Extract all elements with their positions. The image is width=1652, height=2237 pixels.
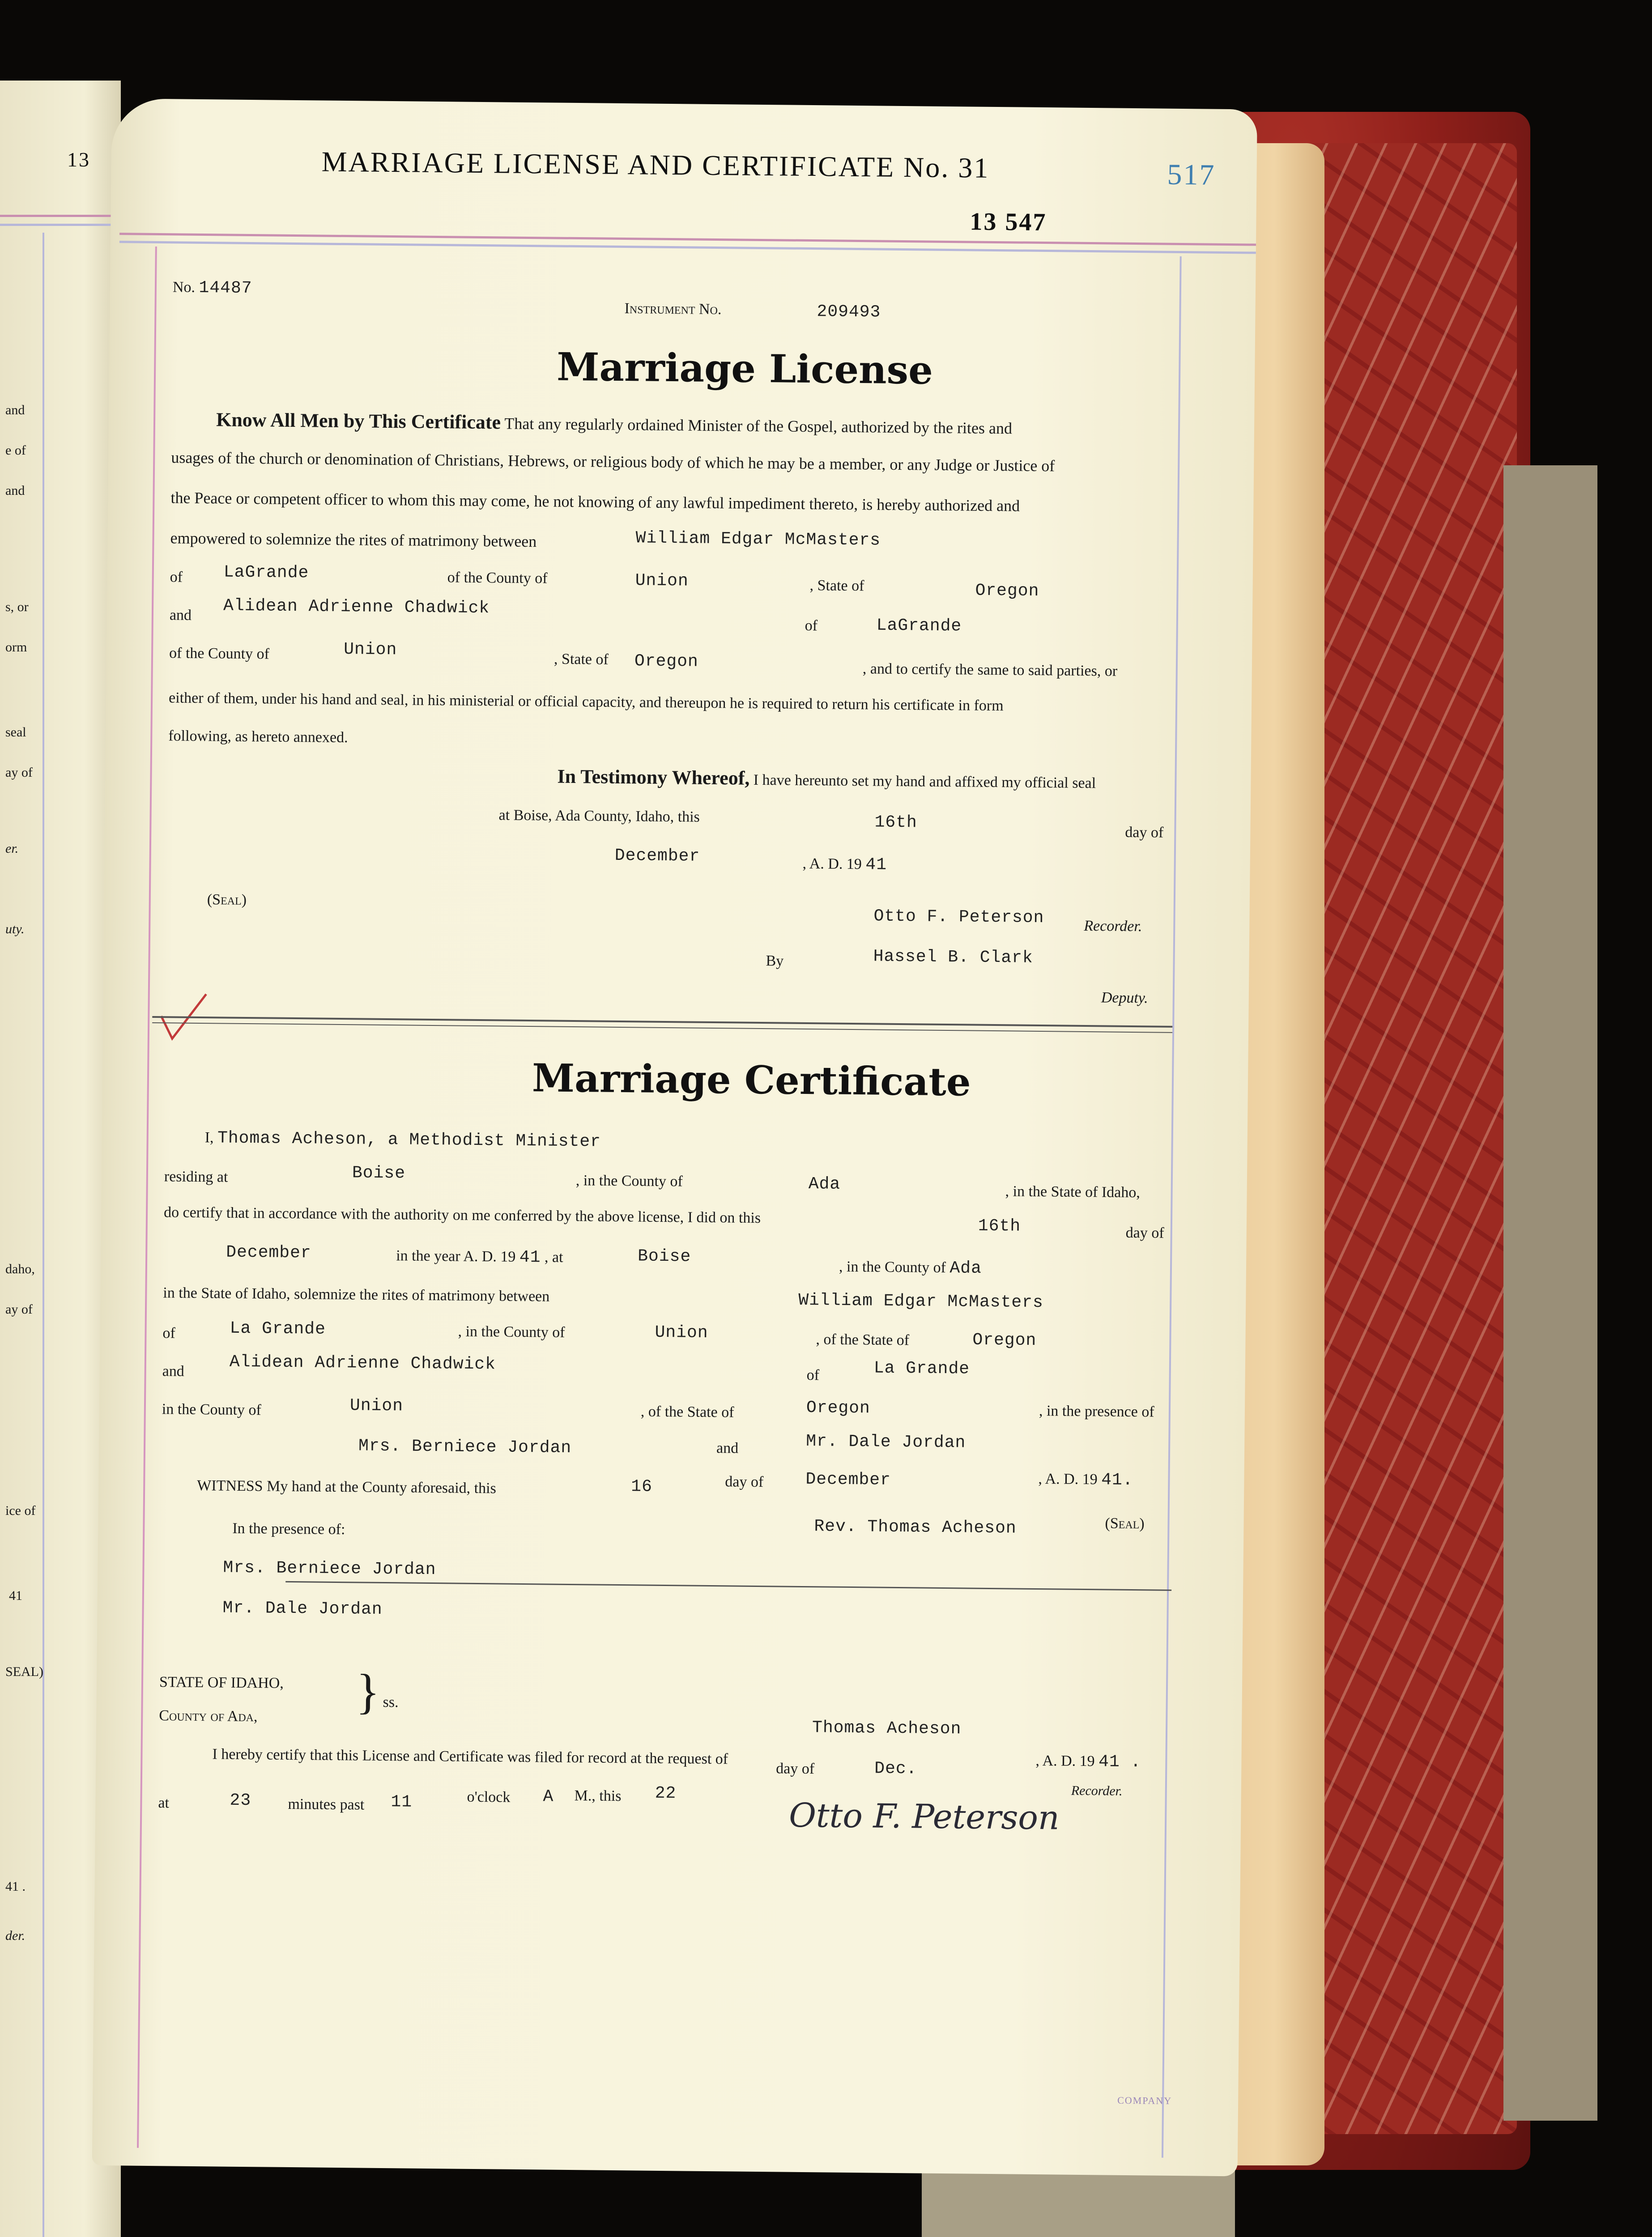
state-of-label: , of the State of: [816, 1331, 910, 1349]
certificate-month: December: [226, 1242, 311, 1263]
left-margin-fragment: ay of: [5, 765, 33, 780]
license-preamble-line: the Peace or competent officer to whom this may come, he not knowing of any lawful impediment thereto, is hereby authorized and: [170, 489, 1020, 515]
state-idaho-label: , in the State of Idaho,: [1005, 1183, 1141, 1201]
county-of-label: in the County of: [162, 1401, 261, 1419]
filing-year: 41 .: [1098, 1752, 1141, 1772]
of-label: of: [805, 617, 818, 634]
certificate-groom-state: Oregon: [972, 1330, 1037, 1350]
left-margin-fragment: orm: [5, 640, 27, 655]
day-of-label: day of: [725, 1473, 764, 1491]
license-day: 16th: [874, 812, 917, 833]
witness-one: Mrs. Berniece Jordan: [358, 1436, 572, 1458]
filing-ad-line: [1035, 1752, 1141, 1772]
day-of-label: day of: [1125, 824, 1164, 841]
license-preamble-line: [216, 408, 1012, 438]
i-label: I,: [204, 1129, 214, 1146]
page-number-stamp: 517: [1167, 158, 1216, 191]
instrument-number-label: Instrument No.: [624, 300, 722, 318]
license-no-label: No.: [172, 279, 196, 296]
officiant-signature: Rev. Thomas Acheson: [814, 1517, 1017, 1538]
ad-label: , A. D. 19: [1035, 1752, 1095, 1770]
left-page-margin-line: [43, 233, 44, 2237]
left-page-rule: [0, 215, 121, 217]
left-margin-fragment: seal: [5, 725, 26, 740]
day-of-label: day of: [776, 1760, 815, 1778]
license-no-value: 14487: [199, 278, 252, 298]
license-number: [173, 278, 252, 298]
certificate-bride-county: Union: [349, 1396, 404, 1416]
county-of-ada-label: County of Ada,: [159, 1707, 258, 1725]
certificate-year: 41: [519, 1247, 541, 1267]
instrument-number-value: 209493: [817, 302, 881, 322]
deputy-label: Deputy.: [1101, 989, 1148, 1007]
filing-recorder-label: Recorder.: [1071, 1783, 1123, 1799]
license-seal-label: (Seal): [207, 891, 247, 908]
left-margin-fragment: SEAL): [5, 1664, 43, 1679]
volume-page-number: 13 547: [970, 208, 1047, 237]
filing-minutes: 23: [230, 1790, 251, 1811]
license-body-line: following, as hereto annexed.: [168, 727, 348, 746]
county-of-label: , in the County of: [458, 1323, 565, 1341]
license-year: 41: [865, 855, 887, 875]
county-of-label-text: , in the County of: [839, 1258, 946, 1276]
ceremony-county: Ada: [949, 1259, 982, 1278]
license-ad-line: [802, 855, 887, 875]
recorder-label: Recorder.: [1084, 917, 1142, 935]
and-label: and: [716, 1440, 739, 1457]
license-body-line: either of them, under his hand and seal, in his ministerial or official capacity, and thereupon he is required to return his certificate in form: [168, 689, 1004, 714]
filing-certify-text: I hereby certify that this License and Certificate was filed for record at the request of: [212, 1746, 728, 1768]
county-of-label: of the County of: [447, 569, 548, 587]
binding-cloth: [1503, 465, 1597, 2121]
left-margin-fragment: 41 .: [5, 1879, 26, 1894]
officiant-line: [204, 1128, 601, 1151]
certificate-body-line: in the State of Idaho, solemnize the rites of matrimony between: [163, 1284, 550, 1305]
year-label: in the year A. D. 19: [396, 1247, 516, 1265]
certificate-seal-label: (Seal): [1105, 1515, 1145, 1532]
license-bride-county: Union: [343, 640, 397, 660]
certify-text: , and to certify the same to said parties, or: [862, 660, 1118, 680]
certificate-day: 16th: [978, 1216, 1021, 1236]
left-margin-fragment: ay of: [5, 1302, 33, 1317]
brace-icon: }: [356, 1664, 380, 1719]
certificate-bride-city: La Grande: [873, 1358, 970, 1379]
witness-two: Mr. Dale Jordan: [806, 1432, 966, 1453]
of-label: of: [806, 1367, 820, 1384]
residing-label: residing at: [164, 1168, 228, 1186]
license-preamble-line: empowered to solemnize the rites of matrimony between: [170, 529, 537, 551]
filing-hour: 11: [391, 1792, 413, 1812]
witness-ad-line: [1038, 1470, 1133, 1490]
license-groom-city: LaGrande: [223, 562, 309, 583]
left-margin-fragment: and: [5, 403, 25, 417]
ad-label: , A. D. 19: [802, 855, 862, 873]
certificate-bride-name: Alidean Adrienne Chadwick: [229, 1352, 496, 1374]
license-month: December: [614, 846, 700, 866]
state-of-label: , State of: [809, 577, 864, 595]
officiant-name: Thomas Acheson, a Methodist Minister: [217, 1128, 601, 1152]
at-label: at: [158, 1795, 170, 1812]
certificate-heading: Marriage Certificate: [532, 1055, 971, 1105]
certificate-groom-name: William Edgar McMasters: [798, 1290, 1043, 1313]
license-groom-state: Oregon: [975, 581, 1039, 601]
county-of-label: of the County of: [169, 645, 270, 663]
county-of-label: , in the County of: [575, 1172, 683, 1190]
state-of-idaho-label: STATE OF IDAHO,: [159, 1674, 284, 1692]
left-page-rule: [0, 224, 121, 226]
section-divider: [152, 1022, 1172, 1033]
testimony-text: I have hereunto set my hand and affixed my official seal: [753, 771, 1096, 792]
left-margin-line: [137, 247, 157, 2148]
page-title: [321, 145, 989, 185]
county-of-label: [839, 1258, 982, 1278]
witness-text: WITNESS My hand at the County aforesaid, this: [197, 1477, 496, 1497]
ceremony-city: Boise: [638, 1246, 691, 1267]
state-of-label: , of the State of: [640, 1403, 734, 1421]
filing-am-pm: A: [543, 1787, 554, 1807]
left-margin-fragment: der.: [5, 1928, 26, 1943]
certificate-groom-city: La Grande: [230, 1318, 326, 1339]
license-bride-state: Oregon: [634, 651, 699, 672]
section-divider: [152, 1016, 1172, 1028]
page-title-number: 31: [958, 152, 990, 184]
recorder-name: Otto F. Peterson: [873, 906, 1044, 928]
of-label: of: [170, 569, 183, 586]
license-place-text: at Boise, Ada County, Idaho, this: [498, 807, 700, 825]
oclock-label: o'clock: [467, 1788, 511, 1806]
license-preamble-line: usages of the church or denomination of Christians, Hebrews, or religious body of which he may be a member, or any Judge or Justice of: [171, 448, 1055, 475]
presence-witness-one: Mrs. Berniece Jordan: [223, 1558, 436, 1580]
of-label: of: [162, 1325, 176, 1342]
testimony-line: [557, 765, 1096, 793]
certificate-groom-county: Union: [655, 1323, 708, 1343]
presence-label: , in the presence of: [1039, 1403, 1154, 1420]
license-groom-name: William Edgar McMasters: [635, 528, 881, 550]
minutes-past-label: minutes past: [288, 1795, 365, 1813]
ss-label: ss.: [383, 1693, 399, 1711]
license-bride-city: LaGrande: [876, 616, 962, 636]
certificate-year-line: [396, 1246, 563, 1267]
filing-requester: Thomas Acheson: [812, 1718, 962, 1739]
witness-year: 41.: [1101, 1470, 1133, 1490]
right-margin-line: [1162, 256, 1182, 2158]
license-bride-name: Alidean Adrienne Chadwick: [223, 596, 490, 618]
presence-of-label: In the presence of:: [232, 1520, 345, 1538]
left-page-number: 13: [67, 148, 90, 171]
preamble-lead: Know All Men by This Certificate: [216, 408, 501, 434]
left-margin-fragment: uty.: [5, 922, 25, 936]
printer-imprint: COMPANY: [1117, 2094, 1172, 2106]
section-divider: [285, 1581, 1171, 1591]
left-margin-fragment: er.: [5, 841, 19, 856]
ad-label: , A. D. 19: [1038, 1471, 1098, 1488]
left-margin-fragment: daho,: [5, 1262, 35, 1276]
left-margin-fragment: s, or: [5, 600, 29, 614]
presence-witness-two: Mr. Dale Jordan: [222, 1598, 383, 1619]
residing-city: Boise: [352, 1163, 406, 1183]
left-margin-fragment: and: [5, 483, 25, 498]
state-of-label: , State of: [554, 651, 609, 668]
and-label: and: [169, 607, 192, 624]
witness-month: December: [805, 1470, 891, 1490]
at-label: , at: [544, 1249, 563, 1266]
certificate-body-line: do certify that in accordance with the authority on me conferred by the above license, I did on this: [163, 1204, 761, 1227]
license-groom-county: Union: [635, 571, 689, 591]
preamble-text: That any regularly ordained Minister of the Gospel, authorized by the rites and: [504, 414, 1013, 438]
deputy-name: Hassel B. Clark: [873, 947, 1033, 968]
recorder-signature: Otto F. Peterson: [788, 1796, 1060, 1837]
page-title-text: MARRIAGE LICENSE AND CERTIFICATE No.: [321, 145, 950, 183]
m-this-label: M., this: [574, 1787, 622, 1805]
witness-day: 16: [631, 1477, 653, 1497]
by-label: By: [766, 953, 784, 970]
left-margin-fragment: 41: [9, 1588, 22, 1603]
day-of-label: day of: [1125, 1224, 1164, 1242]
certificate-bride-state: Oregon: [806, 1398, 871, 1418]
left-margin-fragment: e of: [5, 443, 26, 458]
record-page: [92, 98, 1257, 2176]
and-label: and: [162, 1363, 184, 1380]
filing-month: Dec.: [874, 1759, 917, 1779]
filing-day: 22: [655, 1783, 677, 1803]
left-margin-fragment: ice of: [5, 1503, 36, 1518]
license-heading: Marriage License: [556, 344, 933, 393]
residing-county: Ada: [808, 1174, 841, 1194]
testimony-lead: In Testimony Whereof,: [557, 765, 750, 789]
